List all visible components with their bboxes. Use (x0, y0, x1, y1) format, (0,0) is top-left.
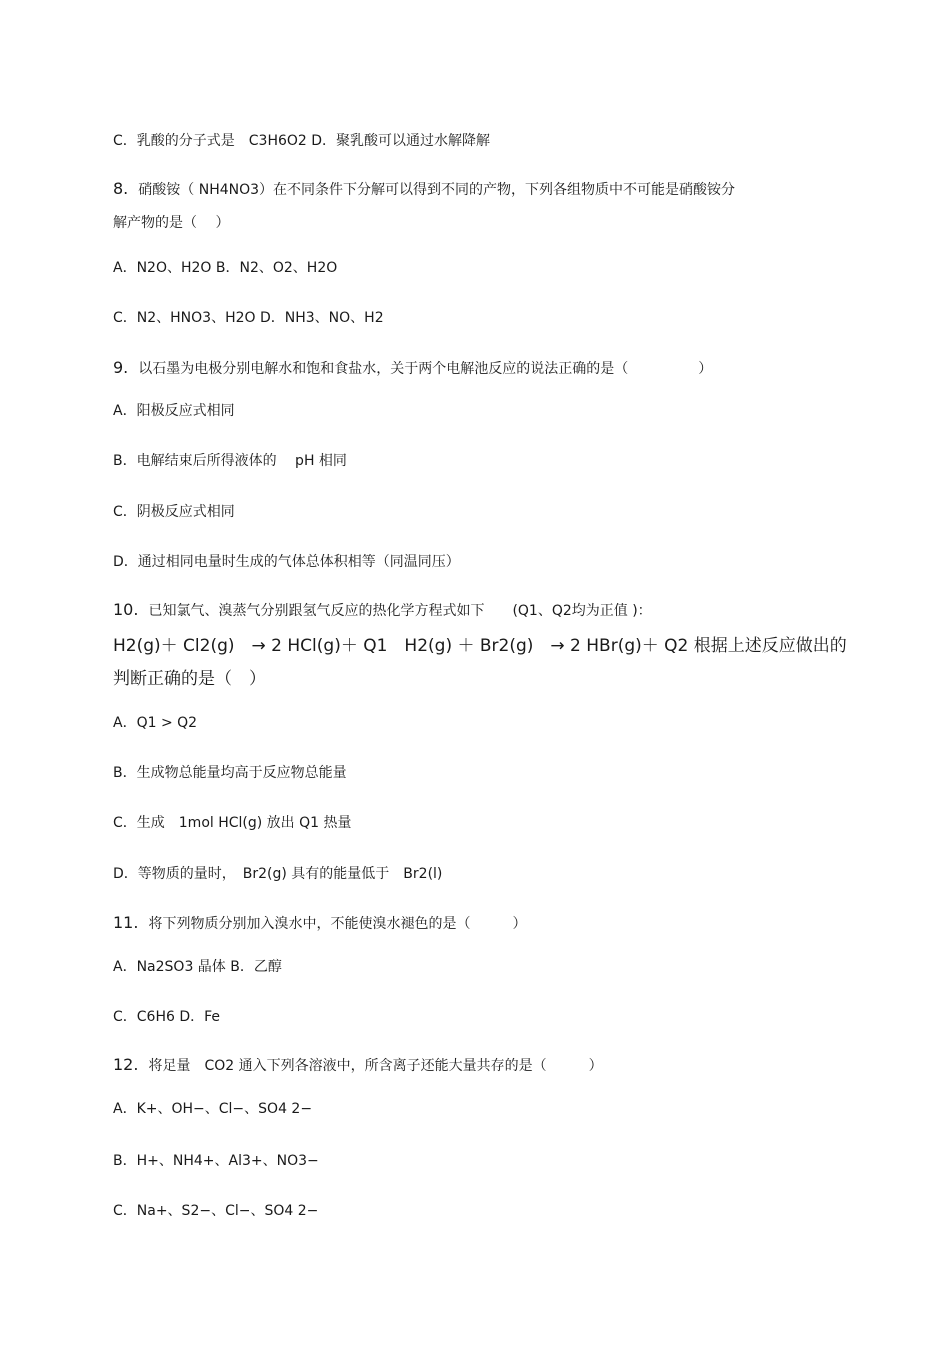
q9-number: 9. (113, 358, 129, 377)
q10-option-b: B．生成物总能量均高于反应物总能量 (113, 765, 347, 781)
q8-number: 8. (113, 179, 129, 198)
q9-option-d: D．通过相同电量时生成的气体总体积相等（同温同压） (113, 554, 460, 570)
q9-stem-line (113, 359, 712, 378)
q10-option-a: A．Q1 > Q2 (113, 715, 198, 731)
q8-option-cd: C．N2、HNO3、H2O D．NH3、NO、H2 (113, 310, 384, 326)
q10-stem: 已知氯气、溴蒸气分别跟氢气反应的热化学方程式如下 (Q1、Q2均为正值 )： (148, 603, 652, 619)
q11-stem: 将下列物质分别加入溴水中，不能使溴水褪色的是（ ） (148, 916, 527, 932)
q12-stem-line (113, 1056, 603, 1075)
q10-option-c: C．生成 1mol HCl(g) 放出 Q1 热量 (113, 815, 352, 831)
q9-option-c: C．阴极反应式相同 (113, 504, 235, 520)
q8-option-ab: A．N2O、H2O B．N2、O2、H2O (113, 260, 338, 276)
q7-option-cd: C．乳酸的分子式是 C3H6O2 D．聚乳酸可以通过水解降解 (113, 133, 491, 149)
q12-option-c: C．Na+、S2−、Cl−、SO4 2− (113, 1203, 319, 1219)
q10-option-d: D．等物质的量时， Br2(g) 具有的能量低于 Br2(l) (113, 866, 443, 882)
q9-stem: 以石墨为电极分别电解水和饱和食盐水，关于两个电解池反应的说法正确的是（ ） (138, 361, 713, 377)
q12-number: 12. (113, 1055, 139, 1074)
q10-stem-line2: 判断正确的是（ ） (113, 669, 266, 689)
q8-stem: 硝酸铵（ NH4NO3）在不同条件下分解可以得到不同的产物，下列各组物质中不可能是硝酸铵分 (138, 182, 736, 198)
q12-option-b: B．H+、NH4+、Al3+、NO3− (113, 1153, 319, 1169)
q11-stem-line (113, 914, 526, 933)
q10-stem-line (113, 601, 652, 620)
q11-option-ab: A．Na2SO3 晶体 B．乙醇 (113, 959, 282, 975)
q10-equation: H2(g)＋ Cl2(g) → 2 HCl(g)＋ Q1 H2(g) ＋ Br2(g) → 2 HBr(g)＋ Q2 根据上述反应做出的 (113, 636, 847, 656)
q8-stem-line2: 解产物的是（ ） (113, 215, 230, 231)
q9-option-a: A．阳极反应式相同 (113, 403, 235, 419)
q11-option-cd: C．C6H6 D．Fe (113, 1009, 221, 1025)
q9-option-b: B．电解结束后所得液体的 pH 相同 (113, 453, 347, 469)
q10-number: 10. (113, 600, 139, 619)
q11-number: 11. (113, 913, 139, 932)
q8-stem-line1 (113, 180, 735, 199)
q12-option-a: A．K+、OH−、Cl−、SO4 2− (113, 1101, 313, 1117)
q12-stem: 将足量 CO2 通入下列各溶液中，所含离子还能大量共存的是（ ） (148, 1058, 603, 1074)
